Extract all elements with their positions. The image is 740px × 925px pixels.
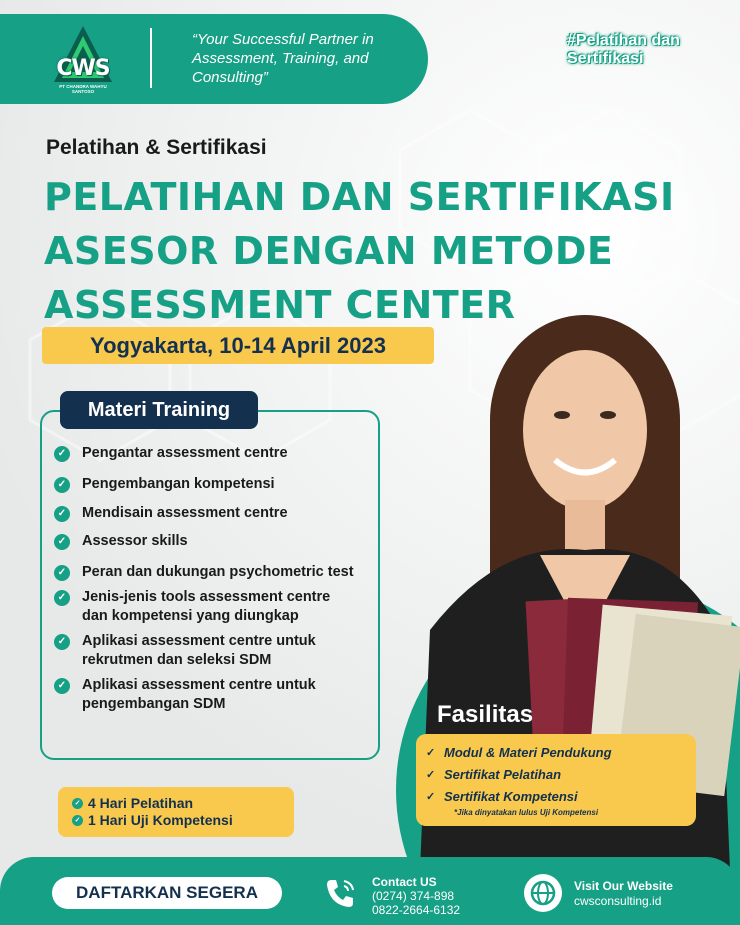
list-item (54, 563, 354, 582)
website-label: Visit Our Website (574, 879, 673, 893)
duration-item (72, 795, 294, 812)
contact-label: Contact US (372, 875, 437, 889)
fasilitas-panel (416, 734, 696, 826)
materi-item-text: Peran dan dukungan psychometric test (82, 564, 354, 580)
materi-item-text: Assessor skills (82, 533, 188, 549)
check-icon: ✓ (54, 534, 70, 550)
fasilitas-text: Sertifikat Pelatihan (444, 767, 562, 782)
materi-item-text: Aplikasi assessment centre untuk pengembangan SDM (82, 677, 316, 712)
check-icon: ✓ (54, 678, 70, 694)
fasilitas-text: Sertifikat Kompetensi (444, 789, 578, 804)
materi-item-text: Pengembangan kompetensi (82, 476, 275, 492)
hashtag (567, 32, 707, 68)
duration-text: 1 Hari Uji Kompetensi (88, 812, 233, 828)
check-icon: ✓ (54, 634, 70, 650)
list-item (54, 532, 354, 551)
duration-text: 4 Hari Pelatihan (88, 795, 194, 811)
phone-number-1[interactable]: (0274) 374-898 (372, 889, 455, 903)
globe-icon (524, 874, 562, 912)
hashtag-line2: Sertifikasi (567, 50, 644, 67)
logo-subtext: PT CHANDRA WAHYU SANTOSO (59, 84, 107, 94)
duration-item (72, 812, 294, 829)
checkmark-icon: ✓ (426, 791, 436, 803)
duration-badge (58, 787, 294, 837)
tagline: “Your Successful Partner in Assessment, Training, and Consulting” (192, 31, 374, 86)
materi-item-text: Aplikasi assessment centre untuk rekrutmen dan seleksi SDM (82, 633, 316, 668)
checkmark-icon: ✓ (426, 769, 436, 781)
hashtag-line1: #Pelatihan dan (567, 32, 680, 49)
title-line1: PELATIHAN DAN SERTIFIKASI (44, 175, 675, 219)
logo-text: CWS (56, 56, 110, 81)
contact-info (372, 875, 460, 917)
check-icon: ✓ (54, 506, 70, 522)
check-icon: ✓ (54, 590, 70, 606)
list-item (54, 588, 354, 626)
checkmark-icon: ✓ (426, 747, 436, 759)
fasilitas-note: *Jika dinyatakan lulus Uji Kompetensi (454, 808, 599, 817)
check-icon: ✓ (54, 565, 70, 581)
check-icon: ✓ (72, 815, 83, 826)
check-icon: ✓ (54, 446, 70, 462)
materi-item-text: Mendisain assessment centre (82, 505, 288, 521)
phone-icon (322, 875, 358, 911)
materi-heading: Materi Training (60, 391, 258, 429)
fasilitas-text: Modul & Materi Pendukung (444, 745, 612, 760)
website-link[interactable]: cwsconsulting.id (574, 894, 662, 908)
list-item (54, 475, 354, 494)
globe-icon-badge (524, 874, 562, 912)
materi-item-text: Pengantar assessment centre (82, 445, 288, 461)
event-title (44, 170, 724, 332)
company-logo (48, 22, 118, 92)
title-line3: ASSESSMENT CENTER (44, 283, 516, 327)
check-icon: ✓ (54, 477, 70, 493)
register-button[interactable]: DAFTARKAN SEGERA (52, 877, 282, 909)
check-icon: ✓ (72, 798, 83, 809)
materi-list (54, 444, 354, 714)
fasilitas-item (426, 742, 696, 764)
fasilitas-heading: Fasilitas (437, 701, 534, 728)
date-location-badge: Yogyakarta, 10-14 April 2023 (42, 327, 434, 364)
title-line2: ASESOR DENGAN METODE (44, 229, 614, 273)
website-info (574, 879, 673, 909)
list-item (54, 504, 354, 523)
fasilitas-item (426, 764, 696, 786)
materi-item-text: Jenis-jenis tools assessment centre dan kompetensi yang diungkap (82, 589, 331, 624)
list-item (54, 676, 354, 714)
phone-number-2[interactable]: 0822-2664-6132 (372, 903, 461, 917)
list-item (54, 444, 354, 463)
fasilitas-item (426, 786, 696, 808)
category-label: Pelatihan & Sertifikasi (46, 136, 267, 159)
header-divider (150, 28, 152, 88)
list-item (54, 632, 354, 670)
